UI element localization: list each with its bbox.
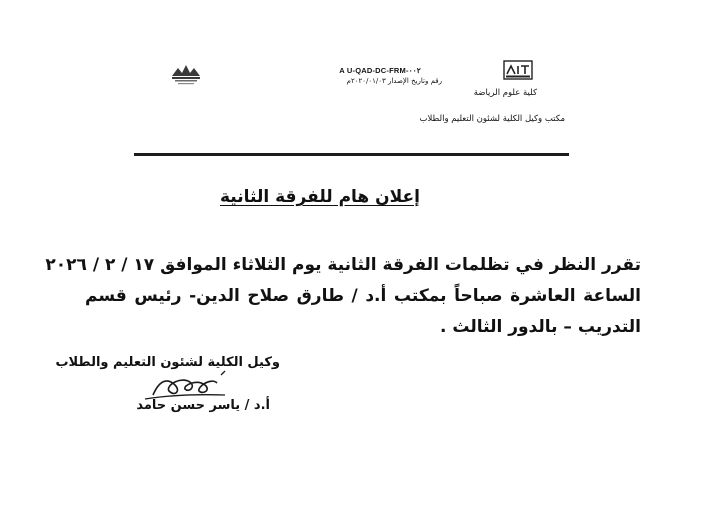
university-logo-icon xyxy=(170,62,202,86)
office-name: مكتب وكيل الكلية لشئون التعليم والطلاب xyxy=(419,114,565,124)
header-divider xyxy=(134,153,569,156)
issue-date: رقم وتاريخ الإصدار ٢٠٢٠/٠١/٠٣م xyxy=(346,77,442,85)
document-code: A U-QAD-DC-FRM-٠٠٢ xyxy=(339,66,421,75)
announcement-line: تقرر النظر في تظلمات الفرقة الثانية يوم الثلاثاء الموافق ١٧ / ٢ / ٢٠٢٦ xyxy=(45,255,641,275)
announcement-body xyxy=(45,250,641,343)
signer-name: أ.د / ياسر حسن حامد xyxy=(136,398,270,413)
announcement-line: التدريب – بالدور الثالث . xyxy=(439,317,641,337)
faculty-logo-icon xyxy=(503,60,533,80)
announcement-line: الساعة العاشرة صباحاً بمكتب أ.د / طارق صلاح الدين- رئيس قسم xyxy=(85,286,641,306)
announcement-title: إعلان هام للفرقة الثانية xyxy=(220,187,420,207)
signer-title: وكيل الكلية لشئون التعليم والطلاب xyxy=(55,355,280,370)
faculty-name: كلية علوم الرياضة xyxy=(473,88,537,98)
